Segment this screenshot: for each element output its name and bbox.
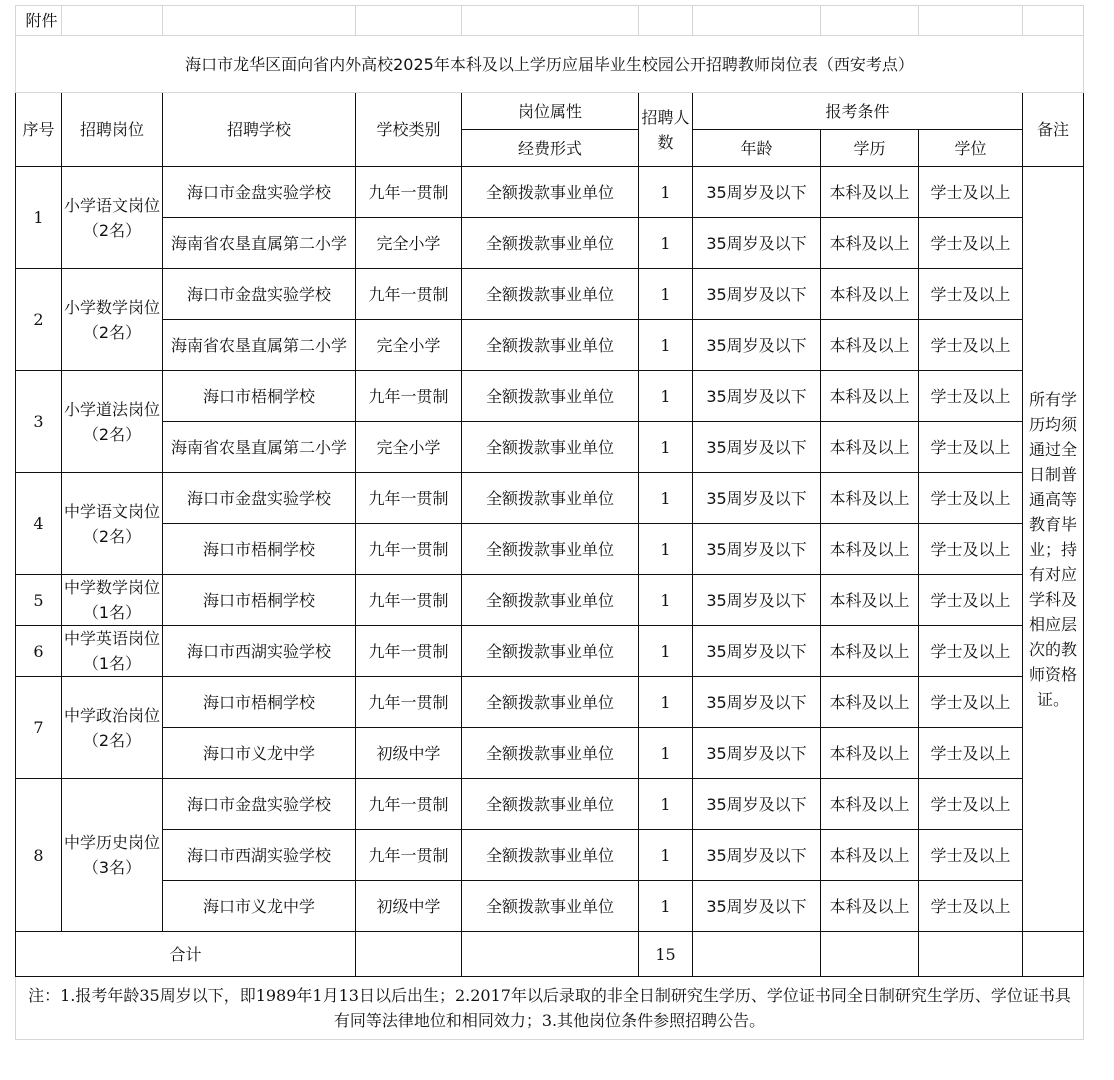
total-empty — [462, 932, 639, 977]
row-school-type: 完全小学 — [356, 320, 462, 371]
row-degree: 学士及以上 — [919, 269, 1023, 320]
row-age: 35周岁及以下 — [693, 422, 821, 473]
row-count: 1 — [639, 371, 693, 422]
row-seq: 2 — [16, 269, 62, 371]
footnote: 注：1.报考年龄35周岁以下，即1989年1月13日以后出生；2.2017年以后录取的非全日制研究生学历、学位证书同全日制研究生学历、学位证书具有同等法律地位和相同效力；3.其他岗位条件参照招聘公告。 — [16, 977, 1084, 1040]
header-post: 招聘岗位 — [62, 93, 163, 167]
row-education: 本科及以上 — [821, 269, 919, 320]
row-school: 海口市梧桐学校 — [163, 524, 356, 575]
table-row — [16, 167, 1084, 218]
row-school: 海口市梧桐学校 — [163, 371, 356, 422]
row-degree: 学士及以上 — [919, 524, 1023, 575]
row-school-type: 九年一贯制 — [356, 371, 462, 422]
row-education: 本科及以上 — [821, 575, 919, 626]
row-funding: 全额拨款事业单位 — [462, 626, 639, 677]
row-school-type: 完全小学 — [356, 218, 462, 269]
row-school-type: 九年一贯制 — [356, 524, 462, 575]
row-age: 35周岁及以下 — [693, 524, 821, 575]
header-seq: 序号 — [16, 93, 62, 167]
row-funding: 全额拨款事业单位 — [462, 167, 639, 218]
row-school: 海南省农垦直属第二小学 — [163, 218, 356, 269]
row-seq: 8 — [16, 779, 62, 932]
total-empty — [919, 932, 1023, 977]
table-row — [16, 830, 1084, 881]
row-post: 中学数学岗位（1名） — [62, 575, 163, 626]
row-count: 1 — [639, 779, 693, 830]
row-age: 35周岁及以下 — [693, 728, 821, 779]
row-count: 1 — [639, 269, 693, 320]
row-education: 本科及以上 — [821, 728, 919, 779]
header-age: 年龄 — [693, 130, 821, 167]
row-degree: 学士及以上 — [919, 881, 1023, 932]
row-school-type: 九年一贯制 — [356, 779, 462, 830]
row-post: 小学数学岗位（2名） — [62, 269, 163, 371]
row-school: 海口市梧桐学校 — [163, 677, 356, 728]
row-funding: 全额拨款事业单位 — [462, 779, 639, 830]
row-funding: 全额拨款事业单位 — [462, 677, 639, 728]
row-degree: 学士及以上 — [919, 626, 1023, 677]
row-school: 海南省农垦直属第二小学 — [163, 320, 356, 371]
row-age: 35周岁及以下 — [693, 269, 821, 320]
row-age: 35周岁及以下 — [693, 575, 821, 626]
row-education: 本科及以上 — [821, 473, 919, 524]
attachment-label: 附件 — [16, 6, 62, 36]
row-education: 本科及以上 — [821, 524, 919, 575]
row-seq: 4 — [16, 473, 62, 575]
row-seq: 1 — [16, 167, 62, 269]
row-degree: 学士及以上 — [919, 320, 1023, 371]
row-school-type: 九年一贯制 — [356, 626, 462, 677]
row-education: 本科及以上 — [821, 371, 919, 422]
row-school-type: 初级中学 — [356, 728, 462, 779]
row-funding: 全额拨款事业单位 — [462, 422, 639, 473]
row-school-type: 九年一贯制 — [356, 830, 462, 881]
row-age: 35周岁及以下 — [693, 626, 821, 677]
table-row — [16, 371, 1084, 422]
table-row — [16, 677, 1084, 728]
row-degree: 学士及以上 — [919, 779, 1023, 830]
row-post: 小学道法岗位（2名） — [62, 371, 163, 473]
row-age: 35周岁及以下 — [693, 320, 821, 371]
header-remark: 备注 — [1023, 93, 1084, 167]
row-school: 海口市西湖实验学校 — [163, 626, 356, 677]
row-count: 1 — [639, 167, 693, 218]
row-education: 本科及以上 — [821, 626, 919, 677]
row-education: 本科及以上 — [821, 218, 919, 269]
row-age: 35周岁及以下 — [693, 830, 821, 881]
row-age: 35周岁及以下 — [693, 677, 821, 728]
row-funding: 全额拨款事业单位 — [462, 728, 639, 779]
total-empty — [1023, 932, 1084, 977]
table-row — [16, 728, 1084, 779]
row-school: 海口市金盘实验学校 — [163, 167, 356, 218]
header-conditions: 报考条件 — [693, 93, 1023, 130]
row-age: 35周岁及以下 — [693, 881, 821, 932]
row-degree: 学士及以上 — [919, 422, 1023, 473]
row-education: 本科及以上 — [821, 830, 919, 881]
row-degree: 学士及以上 — [919, 677, 1023, 728]
row-count: 1 — [639, 830, 693, 881]
row-school-type: 初级中学 — [356, 881, 462, 932]
row-school-type: 九年一贯制 — [356, 677, 462, 728]
table-row — [16, 320, 1084, 371]
row-school: 海口市梧桐学校 — [163, 575, 356, 626]
row-funding: 全额拨款事业单位 — [462, 830, 639, 881]
table-row — [16, 881, 1084, 932]
row-count: 1 — [639, 218, 693, 269]
row-degree: 学士及以上 — [919, 575, 1023, 626]
row-education: 本科及以上 — [821, 422, 919, 473]
row-age: 35周岁及以下 — [693, 167, 821, 218]
row-education: 本科及以上 — [821, 881, 919, 932]
row-post: 小学语文岗位（2名） — [62, 167, 163, 269]
row-education: 本科及以上 — [821, 320, 919, 371]
row-count: 1 — [639, 524, 693, 575]
header-school: 招聘学校 — [163, 93, 356, 167]
remark-cell: 所有学历均须通过全日制普通高等教育毕业；持有对应学科及相应层次的教师资格证。 — [1023, 167, 1084, 932]
row-seq: 6 — [16, 626, 62, 677]
table-row — [16, 269, 1084, 320]
table-title: 海口市龙华区面向省内外高校2025年本科及以上学历应届毕业生校园公开招聘教师岗位表（西安考点） — [16, 36, 1084, 93]
row-school: 海口市金盘实验学校 — [163, 269, 356, 320]
row-count: 1 — [639, 677, 693, 728]
row-count: 1 — [639, 473, 693, 524]
row-seq: 7 — [16, 677, 62, 779]
table-row — [16, 575, 1084, 626]
row-school-type: 九年一贯制 — [356, 167, 462, 218]
table-row — [16, 779, 1084, 830]
row-school: 海口市义龙中学 — [163, 881, 356, 932]
row-education: 本科及以上 — [821, 677, 919, 728]
row-degree: 学士及以上 — [919, 830, 1023, 881]
recruitment-table — [15, 5, 1084, 1040]
total-empty — [821, 932, 919, 977]
total-label: 合计 — [16, 932, 356, 977]
table-row — [16, 626, 1084, 677]
row-count: 1 — [639, 728, 693, 779]
total-count: 15 — [639, 932, 693, 977]
row-school: 海口市金盘实验学校 — [163, 779, 356, 830]
row-post: 中学语文岗位（2名） — [62, 473, 163, 575]
row-school: 海口市金盘实验学校 — [163, 473, 356, 524]
row-count: 1 — [639, 881, 693, 932]
row-degree: 学士及以上 — [919, 371, 1023, 422]
row-school-type: 九年一贯制 — [356, 473, 462, 524]
row-education: 本科及以上 — [821, 779, 919, 830]
row-age: 35周岁及以下 — [693, 371, 821, 422]
row-funding: 全额拨款事业单位 — [462, 524, 639, 575]
table-row — [16, 218, 1084, 269]
header-degree: 学位 — [919, 130, 1023, 167]
row-funding: 全额拨款事业单位 — [462, 575, 639, 626]
row-count: 1 — [639, 626, 693, 677]
row-post: 中学历史岗位（3名） — [62, 779, 163, 932]
row-school: 海南省农垦直属第二小学 — [163, 422, 356, 473]
row-count: 1 — [639, 575, 693, 626]
row-school: 海口市义龙中学 — [163, 728, 356, 779]
row-school-type: 九年一贯制 — [356, 269, 462, 320]
header-recruit-count: 招聘人数 — [639, 93, 693, 167]
table-row — [16, 524, 1084, 575]
total-empty — [693, 932, 821, 977]
row-count: 1 — [639, 320, 693, 371]
total-row — [16, 932, 1084, 977]
row-funding: 全额拨款事业单位 — [462, 371, 639, 422]
row-count: 1 — [639, 422, 693, 473]
row-degree: 学士及以上 — [919, 473, 1023, 524]
table-row — [16, 422, 1084, 473]
row-degree: 学士及以上 — [919, 218, 1023, 269]
header-post-attr: 岗位属性 — [462, 93, 639, 130]
row-post: 中学政治岗位（2名） — [62, 677, 163, 779]
total-empty — [356, 932, 462, 977]
row-school-type: 九年一贯制 — [356, 575, 462, 626]
row-funding: 全额拨款事业单位 — [462, 473, 639, 524]
header-funding: 经费形式 — [462, 130, 639, 167]
row-post: 中学英语岗位（1名） — [62, 626, 163, 677]
row-seq: 5 — [16, 575, 62, 626]
header-education: 学历 — [821, 130, 919, 167]
row-seq: 3 — [16, 371, 62, 473]
header-school-type: 学校类别 — [356, 93, 462, 167]
row-funding: 全额拨款事业单位 — [462, 269, 639, 320]
table-row — [16, 473, 1084, 524]
row-degree: 学士及以上 — [919, 167, 1023, 218]
row-funding: 全额拨款事业单位 — [462, 320, 639, 371]
row-funding: 全额拨款事业单位 — [462, 218, 639, 269]
row-age: 35周岁及以下 — [693, 218, 821, 269]
row-funding: 全额拨款事业单位 — [462, 881, 639, 932]
row-age: 35周岁及以下 — [693, 779, 821, 830]
row-school: 海口市西湖实验学校 — [163, 830, 356, 881]
row-school-type: 完全小学 — [356, 422, 462, 473]
row-age: 35周岁及以下 — [693, 473, 821, 524]
row-education: 本科及以上 — [821, 167, 919, 218]
row-degree: 学士及以上 — [919, 728, 1023, 779]
